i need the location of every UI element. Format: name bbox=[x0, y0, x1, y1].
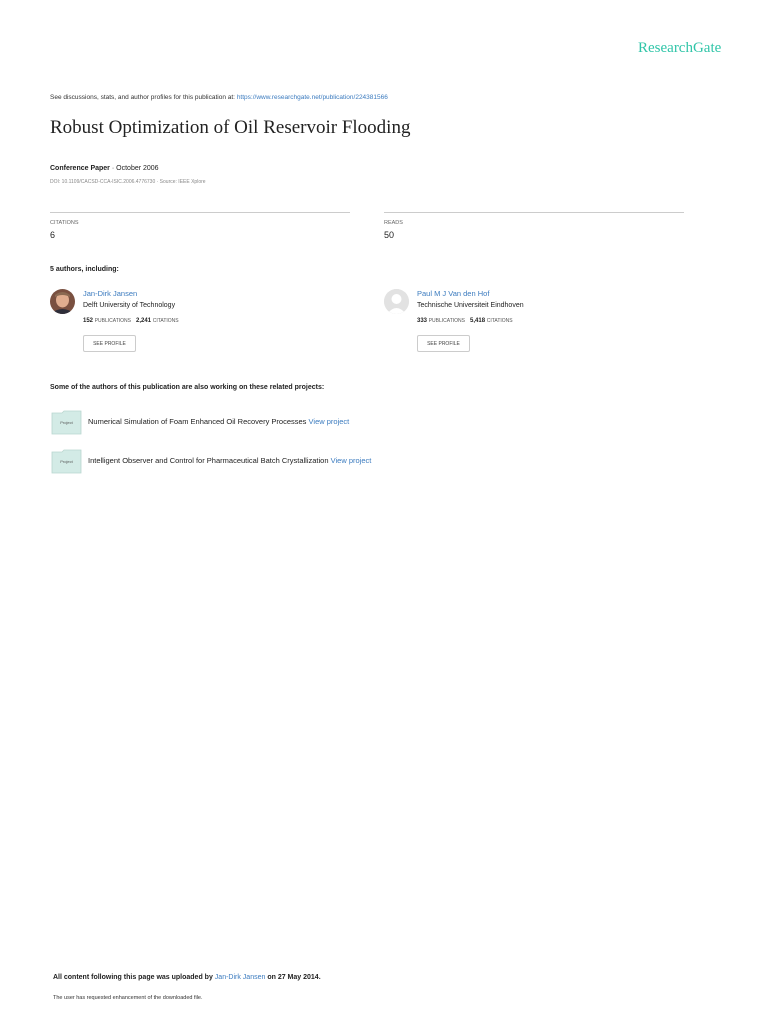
publication-type: Conference Paper bbox=[50, 165, 110, 172]
author-name-link[interactable]: Jan-Dirk Jansen bbox=[83, 289, 138, 298]
enhancement-note: The user has requested enhancement of the downloaded file. bbox=[53, 995, 203, 1001]
related-project-item bbox=[50, 410, 650, 436]
author-avatar[interactable] bbox=[50, 289, 75, 314]
project-folder-icon bbox=[51, 449, 82, 474]
project-title: Intelligent Observer and Control for Pharmaceutical Batch Crystallization bbox=[88, 456, 329, 465]
author-card bbox=[50, 287, 350, 357]
publication-type-date bbox=[50, 165, 159, 172]
view-project-link[interactable]: View project bbox=[330, 456, 372, 465]
author-publications-count: 333 bbox=[417, 318, 428, 324]
reads-label: READS bbox=[384, 220, 403, 226]
project-title-line bbox=[88, 417, 349, 426]
author-citations-label: CITATIONS bbox=[152, 318, 179, 324]
discussion-notice bbox=[50, 94, 388, 101]
author-publications-label: PUBLICATIONS bbox=[428, 318, 465, 324]
author-name-link[interactable]: Paul M J Van den Hof bbox=[417, 289, 490, 298]
person-placeholder-icon bbox=[384, 289, 409, 314]
author-publications-label: PUBLICATIONS bbox=[94, 318, 131, 324]
citations-stat bbox=[50, 212, 350, 240]
project-icon-label: Project bbox=[60, 420, 73, 425]
see-profile-button[interactable]: SEE PROFILE bbox=[83, 335, 136, 352]
author-institution: Technische Universiteit Eindhoven bbox=[417, 302, 524, 309]
upload-prefix: All content following this page was uploaded by bbox=[53, 974, 213, 981]
author-photo-icon bbox=[50, 289, 75, 314]
author-stats bbox=[83, 318, 179, 324]
doi-source-line: DOI: 10.1109/CACSD-CCA-ISIC.2006.4776730 · Source: IEEE Xplore bbox=[50, 179, 206, 185]
citations-value: 6 bbox=[50, 230, 56, 240]
author-card bbox=[384, 287, 684, 357]
author-stats bbox=[417, 318, 513, 324]
author-institution: Delft University of Technology bbox=[83, 302, 176, 309]
author-citations-count: 5,418 bbox=[470, 318, 486, 324]
project-folder-icon bbox=[51, 410, 82, 435]
related-projects-heading: Some of the authors of this publication are also working on these related projects: bbox=[50, 384, 325, 391]
publication-title: Robust Optimization of Oil Reservoir Flooding bbox=[50, 117, 411, 138]
related-project-item bbox=[50, 449, 650, 475]
citations-label: CITATIONS bbox=[50, 220, 79, 226]
reads-value: 50 bbox=[384, 230, 395, 240]
see-profile-button[interactable]: SEE PROFILE bbox=[417, 335, 470, 352]
type-date-separator: · bbox=[109, 165, 117, 172]
view-project-link[interactable]: View project bbox=[308, 417, 350, 426]
project-title: Numerical Simulation of Foam Enhanced Oil Recovery Processes bbox=[88, 417, 307, 426]
researchgate-logo[interactable]: ResearchGate bbox=[638, 40, 722, 56]
author-avatar[interactable] bbox=[384, 289, 409, 314]
discussion-text: See discussions, stats, and author profiles for this publication at: bbox=[50, 94, 235, 101]
upload-notice bbox=[53, 974, 321, 981]
author-publications-count: 152 bbox=[83, 318, 94, 324]
uploader-link[interactable]: Jan-Dirk Jansen bbox=[214, 974, 266, 981]
publication-url-link[interactable]: https://www.researchgate.net/publication/224381566 bbox=[236, 94, 388, 101]
authors-heading: 5 authors, including: bbox=[50, 266, 119, 273]
project-icon-label: Project bbox=[60, 459, 73, 464]
author-citations-label: CITATIONS bbox=[486, 318, 513, 324]
author-citations-count: 2,241 bbox=[136, 318, 152, 324]
publication-date: October 2006 bbox=[116, 165, 159, 172]
project-title-line bbox=[88, 456, 371, 465]
upload-suffix: on 27 May 2014. bbox=[267, 974, 321, 981]
reads-stat bbox=[384, 212, 684, 240]
